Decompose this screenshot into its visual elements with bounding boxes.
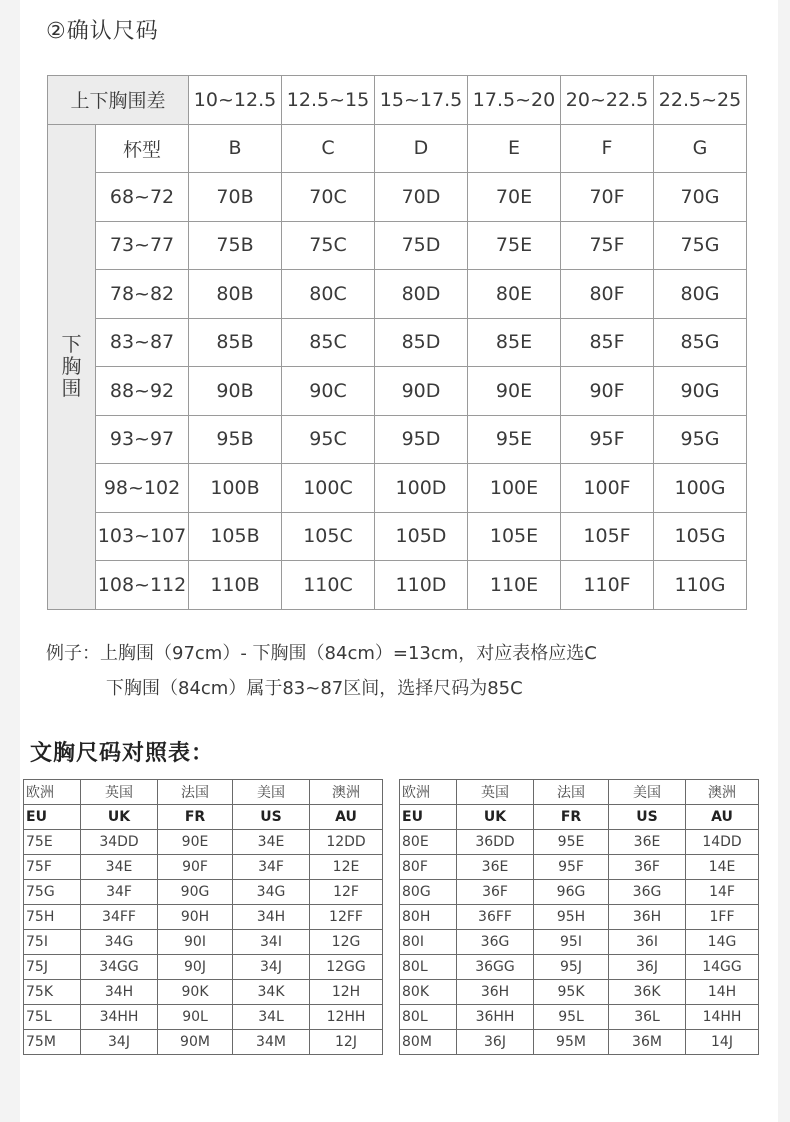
region-header-cell: 美国 bbox=[609, 780, 686, 805]
size-cell: 34J bbox=[81, 1030, 158, 1055]
region-header-cell: 英国 bbox=[81, 780, 158, 805]
table-row bbox=[400, 880, 759, 905]
size-cell: 80F bbox=[400, 855, 457, 880]
size-cell: 75F bbox=[24, 855, 81, 880]
size-cell: 36I bbox=[609, 930, 686, 955]
size-cell: 90M bbox=[158, 1030, 233, 1055]
size-cell: 80L bbox=[400, 1005, 457, 1030]
size-cell: 100B bbox=[189, 464, 282, 513]
size-cell: 110F bbox=[561, 561, 654, 610]
size-cell: 70G bbox=[654, 173, 747, 222]
table-row bbox=[24, 1005, 383, 1030]
example-line-1: 例子：上胸围（97cm）- 下胸围（84cm）=13cm，对应表格应选C bbox=[46, 643, 597, 664]
size-cell: 95I bbox=[534, 930, 609, 955]
size-cell: 80G bbox=[400, 880, 457, 905]
size-cell: 12H bbox=[310, 980, 383, 1005]
size-cell: 36J bbox=[457, 1030, 534, 1055]
diff-range-cell: 15~17.5 bbox=[375, 76, 468, 125]
table-row bbox=[48, 512, 747, 561]
table-row bbox=[24, 905, 383, 930]
size-cell: 100F bbox=[561, 464, 654, 513]
size-cell: 36E bbox=[457, 855, 534, 880]
region-header-cell: 欧洲 bbox=[24, 780, 81, 805]
table-row bbox=[48, 173, 747, 222]
comparison-table-right bbox=[399, 779, 759, 1055]
size-cell: 85F bbox=[561, 318, 654, 367]
size-cell: 14F bbox=[686, 880, 759, 905]
size-cell: 90K bbox=[158, 980, 233, 1005]
size-cell: 34E bbox=[81, 855, 158, 880]
size-cell: 12FF bbox=[310, 905, 383, 930]
size-cell: 95G bbox=[654, 415, 747, 464]
size-cell: 1FF bbox=[686, 905, 759, 930]
size-cell: 100G bbox=[654, 464, 747, 513]
size-cell: 14HH bbox=[686, 1005, 759, 1030]
diff-range-cell: 20~22.5 bbox=[561, 76, 654, 125]
comparison-table-left bbox=[23, 779, 383, 1055]
size-cell: 90C bbox=[282, 367, 375, 416]
cup-cell: B bbox=[189, 124, 282, 173]
size-cell: 80B bbox=[189, 270, 282, 319]
table-row bbox=[400, 855, 759, 880]
size-cell: 110C bbox=[282, 561, 375, 610]
size-cell: 36F bbox=[457, 880, 534, 905]
size-cell: 80K bbox=[400, 980, 457, 1005]
size-cell: 85D bbox=[375, 318, 468, 367]
size-cell: 75C bbox=[282, 221, 375, 270]
size-cell: 95L bbox=[534, 1005, 609, 1030]
size-cell: 110G bbox=[654, 561, 747, 610]
size-cell: 110D bbox=[375, 561, 468, 610]
code-header-cell: US bbox=[233, 805, 310, 830]
size-cell: 90I bbox=[158, 930, 233, 955]
size-cell: 36H bbox=[457, 980, 534, 1005]
size-cell: 36E bbox=[609, 830, 686, 855]
cup-label: 杯型 bbox=[96, 124, 189, 173]
code-header-cell: FR bbox=[534, 805, 609, 830]
size-cell: 12GG bbox=[310, 955, 383, 980]
size-cell: 36FF bbox=[457, 905, 534, 930]
table-row bbox=[400, 930, 759, 955]
section-title: ②确认尺码 bbox=[46, 19, 159, 44]
table-row bbox=[400, 905, 759, 930]
size-cell: 105B bbox=[189, 512, 282, 561]
size-cell: 34F bbox=[233, 855, 310, 880]
cup-cell: F bbox=[561, 124, 654, 173]
table-row bbox=[400, 830, 759, 855]
size-cell: 34F bbox=[81, 880, 158, 905]
table-row bbox=[24, 880, 383, 905]
size-cell: 12G bbox=[310, 930, 383, 955]
size-cell: 36H bbox=[609, 905, 686, 930]
size-cell: 90B bbox=[189, 367, 282, 416]
size-cell: 95K bbox=[534, 980, 609, 1005]
size-cell: 90F bbox=[158, 855, 233, 880]
size-cell: 90J bbox=[158, 955, 233, 980]
size-cell: 95M bbox=[534, 1030, 609, 1055]
code-header-cell: FR bbox=[158, 805, 233, 830]
size-cell: 100D bbox=[375, 464, 468, 513]
size-cell: 105C bbox=[282, 512, 375, 561]
size-cell: 110E bbox=[468, 561, 561, 610]
size-table bbox=[47, 75, 747, 610]
table-row bbox=[24, 1030, 383, 1055]
code-header-row bbox=[24, 805, 383, 830]
band-range-cell: 98~102 bbox=[96, 464, 189, 513]
size-cell: 80M bbox=[400, 1030, 457, 1055]
size-cell: 14E bbox=[686, 855, 759, 880]
diff-range-cell: 12.5~15 bbox=[282, 76, 375, 125]
size-cell: 105E bbox=[468, 512, 561, 561]
size-cell: 90G bbox=[654, 367, 747, 416]
size-cell: 12F bbox=[310, 880, 383, 905]
table-row bbox=[48, 221, 747, 270]
band-range-cell: 93~97 bbox=[96, 415, 189, 464]
size-cell: 80F bbox=[561, 270, 654, 319]
size-cell: 36L bbox=[609, 1005, 686, 1030]
size-cell: 95D bbox=[375, 415, 468, 464]
size-cell: 36HH bbox=[457, 1005, 534, 1030]
size-cell: 12J bbox=[310, 1030, 383, 1055]
size-cell: 105G bbox=[654, 512, 747, 561]
region-header-cell: 澳洲 bbox=[686, 780, 759, 805]
code-header-cell: AU bbox=[686, 805, 759, 830]
band-range-cell: 68~72 bbox=[96, 173, 189, 222]
size-cell: 75M bbox=[24, 1030, 81, 1055]
size-cell: 34J bbox=[233, 955, 310, 980]
size-cell: 95J bbox=[534, 955, 609, 980]
size-cell: 95F bbox=[561, 415, 654, 464]
size-cell: 75F bbox=[561, 221, 654, 270]
table-row bbox=[48, 415, 747, 464]
region-header-cell: 法国 bbox=[534, 780, 609, 805]
size-cell: 95C bbox=[282, 415, 375, 464]
region-header-row bbox=[24, 780, 383, 805]
size-cell: 105F bbox=[561, 512, 654, 561]
size-cell: 85C bbox=[282, 318, 375, 367]
size-cell: 70D bbox=[375, 173, 468, 222]
size-cell: 100E bbox=[468, 464, 561, 513]
size-cell: 34E bbox=[233, 830, 310, 855]
size-cell: 70E bbox=[468, 173, 561, 222]
code-header-cell: US bbox=[609, 805, 686, 830]
table-row bbox=[400, 980, 759, 1005]
size-cell: 95E bbox=[468, 415, 561, 464]
size-cell: 95H bbox=[534, 905, 609, 930]
band-range-cell: 73~77 bbox=[96, 221, 189, 270]
cup-cell: E bbox=[468, 124, 561, 173]
band-range-cell: 78~82 bbox=[96, 270, 189, 319]
table-row bbox=[24, 930, 383, 955]
size-cell: 36GG bbox=[457, 955, 534, 980]
diff-range-cell: 22.5~25 bbox=[654, 76, 747, 125]
size-cell: 80H bbox=[400, 905, 457, 930]
code-header-cell: EU bbox=[400, 805, 457, 830]
size-cell: 75E bbox=[24, 830, 81, 855]
size-cell: 80E bbox=[400, 830, 457, 855]
size-cell: 34M bbox=[233, 1030, 310, 1055]
diff-header: 上下胸围差 bbox=[48, 76, 189, 125]
size-cell: 75J bbox=[24, 955, 81, 980]
size-cell: 95F bbox=[534, 855, 609, 880]
size-cell: 80E bbox=[468, 270, 561, 319]
region-header-cell: 美国 bbox=[233, 780, 310, 805]
table-row bbox=[24, 855, 383, 880]
size-cell: 75G bbox=[654, 221, 747, 270]
size-cell: 34DD bbox=[81, 830, 158, 855]
header-row bbox=[48, 76, 747, 125]
size-cell: 12DD bbox=[310, 830, 383, 855]
code-header-cell: EU bbox=[24, 805, 81, 830]
underbust-label-text: 下胸围 bbox=[61, 332, 82, 400]
underbust-side-label bbox=[48, 124, 96, 609]
size-cell: 90E bbox=[158, 830, 233, 855]
size-cell: 80L bbox=[400, 955, 457, 980]
size-cell: 110B bbox=[189, 561, 282, 610]
table-row bbox=[400, 1030, 759, 1055]
size-cell: 36J bbox=[609, 955, 686, 980]
cup-cell: G bbox=[654, 124, 747, 173]
code-header-cell: UK bbox=[81, 805, 158, 830]
table-row bbox=[48, 367, 747, 416]
size-cell: 75I bbox=[24, 930, 81, 955]
size-cell: 90G bbox=[158, 880, 233, 905]
table-row bbox=[24, 955, 383, 980]
band-range-cell: 108~112 bbox=[96, 561, 189, 610]
size-cell: 80D bbox=[375, 270, 468, 319]
size-cell: 100C bbox=[282, 464, 375, 513]
size-cell: 34GG bbox=[81, 955, 158, 980]
region-header-row bbox=[400, 780, 759, 805]
size-cell: 75L bbox=[24, 1005, 81, 1030]
size-cell: 75D bbox=[375, 221, 468, 270]
size-cell: 34HH bbox=[81, 1005, 158, 1030]
table-row bbox=[48, 561, 747, 610]
size-cell: 105D bbox=[375, 512, 468, 561]
band-range-cell: 88~92 bbox=[96, 367, 189, 416]
size-cell: 75E bbox=[468, 221, 561, 270]
size-cell: 95E bbox=[534, 830, 609, 855]
size-cell: 34H bbox=[81, 980, 158, 1005]
region-header-cell: 澳洲 bbox=[310, 780, 383, 805]
cup-cell: D bbox=[375, 124, 468, 173]
size-cell: 34G bbox=[81, 930, 158, 955]
size-cell: 90E bbox=[468, 367, 561, 416]
size-cell: 75K bbox=[24, 980, 81, 1005]
size-cell: 14DD bbox=[686, 830, 759, 855]
size-cell: 12E bbox=[310, 855, 383, 880]
size-cell: 34L bbox=[233, 1005, 310, 1030]
table-row bbox=[400, 1005, 759, 1030]
region-header-cell: 欧洲 bbox=[400, 780, 457, 805]
cup-row bbox=[48, 124, 747, 173]
size-cell: 34G bbox=[233, 880, 310, 905]
table-row bbox=[24, 980, 383, 1005]
size-cell: 90D bbox=[375, 367, 468, 416]
size-guide-page bbox=[20, 0, 778, 1122]
size-cell: 36K bbox=[609, 980, 686, 1005]
band-range-cell: 103~107 bbox=[96, 512, 189, 561]
size-cell: 36M bbox=[609, 1030, 686, 1055]
table-row bbox=[48, 270, 747, 319]
example-text bbox=[46, 636, 597, 706]
size-cell: 34FF bbox=[81, 905, 158, 930]
diff-range-cell: 17.5~20 bbox=[468, 76, 561, 125]
band-range-cell: 83~87 bbox=[96, 318, 189, 367]
cup-cell: C bbox=[282, 124, 375, 173]
size-cell: 75H bbox=[24, 905, 81, 930]
size-cell: 34K bbox=[233, 980, 310, 1005]
size-cell: 14G bbox=[686, 930, 759, 955]
size-cell: 14H bbox=[686, 980, 759, 1005]
size-cell: 34H bbox=[233, 905, 310, 930]
comparison-title: 文胸尺码对照表： bbox=[30, 741, 215, 766]
region-header-cell: 法国 bbox=[158, 780, 233, 805]
size-cell: 36G bbox=[609, 880, 686, 905]
size-cell: 70C bbox=[282, 173, 375, 222]
table-row bbox=[48, 318, 747, 367]
size-cell: 75B bbox=[189, 221, 282, 270]
example-line-2: 下胸围（84cm）属于83~87区间，选择尺码为85C bbox=[106, 678, 523, 699]
size-cell: 90F bbox=[561, 367, 654, 416]
size-cell: 70B bbox=[189, 173, 282, 222]
size-cell: 95B bbox=[189, 415, 282, 464]
size-cell: 14J bbox=[686, 1030, 759, 1055]
size-cell: 90L bbox=[158, 1005, 233, 1030]
size-cell: 36G bbox=[457, 930, 534, 955]
code-header-cell: AU bbox=[310, 805, 383, 830]
code-header-cell: UK bbox=[457, 805, 534, 830]
size-cell: 85E bbox=[468, 318, 561, 367]
size-cell: 90H bbox=[158, 905, 233, 930]
size-cell: 85G bbox=[654, 318, 747, 367]
size-cell: 80C bbox=[282, 270, 375, 319]
size-cell: 85B bbox=[189, 318, 282, 367]
table-row bbox=[24, 830, 383, 855]
size-cell: 75G bbox=[24, 880, 81, 905]
size-cell: 70F bbox=[561, 173, 654, 222]
size-cell: 34I bbox=[233, 930, 310, 955]
size-cell: 36DD bbox=[457, 830, 534, 855]
table-row bbox=[48, 464, 747, 513]
table-row bbox=[400, 955, 759, 980]
size-cell: 80I bbox=[400, 930, 457, 955]
size-cell: 96G bbox=[534, 880, 609, 905]
region-header-cell: 英国 bbox=[457, 780, 534, 805]
size-cell: 12HH bbox=[310, 1005, 383, 1030]
size-cell: 36F bbox=[609, 855, 686, 880]
diff-range-cell: 10~12.5 bbox=[189, 76, 282, 125]
code-header-row bbox=[400, 805, 759, 830]
size-cell: 80G bbox=[654, 270, 747, 319]
size-cell: 14GG bbox=[686, 955, 759, 980]
